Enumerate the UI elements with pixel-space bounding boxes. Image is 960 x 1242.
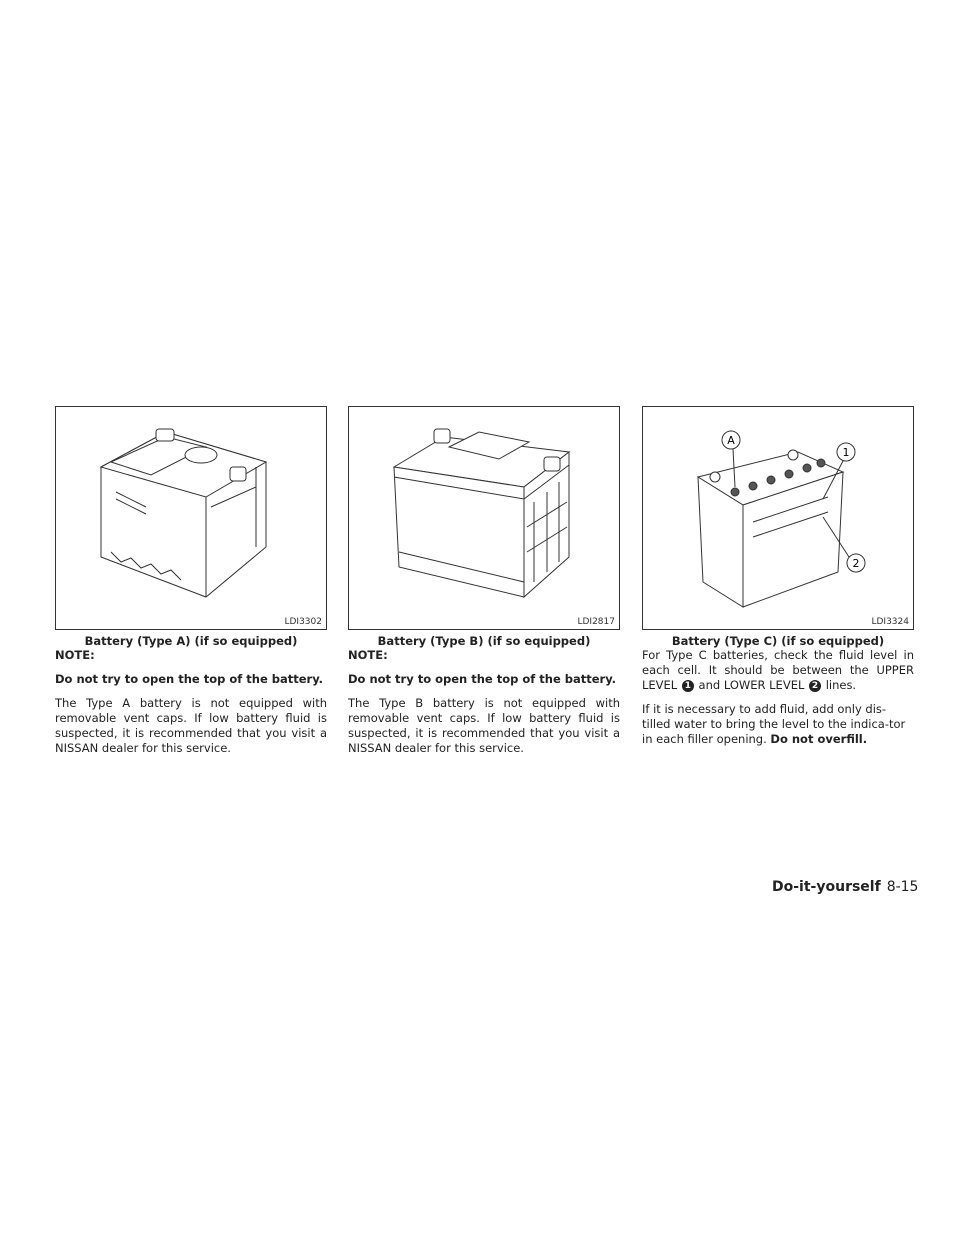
column-type-b (348, 406, 620, 765)
page-number: 8-15 (886, 879, 919, 895)
callout-1-label: 1 (842, 446, 850, 459)
page-footer (772, 879, 918, 895)
battery-type-c-figure (642, 406, 914, 630)
battery-type-b-figure (348, 406, 620, 630)
do-not-overfill-text: Do not overfill. (770, 732, 868, 746)
lower-level-marker: 2 (809, 680, 821, 692)
column-type-c (642, 406, 914, 756)
warning-text: Do not try to open the top of the battery. (348, 672, 617, 686)
note-label: NOTE: (55, 648, 95, 662)
body-text: The Type B battery is not equipped with removable vent caps. If low battery fluid is suspected, it is recommended that you visit a NISSAN dealer for this service. (348, 696, 620, 755)
note-label: NOTE: (348, 648, 388, 662)
callout-a-label: A (727, 434, 735, 447)
upper-level-marker: 1 (682, 680, 694, 692)
battery-type-a-figure (55, 406, 327, 630)
fluid-level-text-mid: and LOWER LEVEL (698, 678, 805, 692)
battery-type-c-illustration (643, 407, 913, 629)
add-fluid-text: If it is necessary to add fluid, add only dis-tilled water to bring the level to the indica-tor in each filler opening. (642, 702, 906, 746)
callout-2-label: 2 (852, 557, 860, 570)
figure-code: LDI3302 (284, 617, 322, 627)
figure-code: LDI3324 (871, 617, 909, 627)
fluid-level-text-start: For Type C batteries, check the fluid level in each cell. It should be between the UPPER LEVEL (642, 648, 914, 692)
figure-code: LDI2817 (577, 617, 615, 627)
figure-caption: Battery (Type C) (if so equipped) (671, 634, 885, 648)
figure-caption: Battery (Type A) (if so equipped) (84, 634, 298, 648)
fluid-level-text-end: lines. (825, 678, 857, 692)
add-fluid-paragraph (642, 702, 914, 747)
warning-text: Do not try to open the top of the battery. (55, 672, 324, 686)
figure-caption: Battery (Type B) (if so equipped) (377, 634, 591, 648)
battery-type-b-illustration (349, 407, 619, 629)
body-text: The Type A battery is not equipped with removable vent caps. If low battery fluid is suspected, it is recommended that you visit a NISSAN dealer for this service. (55, 696, 327, 755)
fluid-level-paragraph (642, 648, 914, 693)
section-title: Do-it-yourself (772, 879, 881, 895)
battery-type-a-illustration (56, 407, 326, 629)
column-type-a (55, 406, 327, 765)
